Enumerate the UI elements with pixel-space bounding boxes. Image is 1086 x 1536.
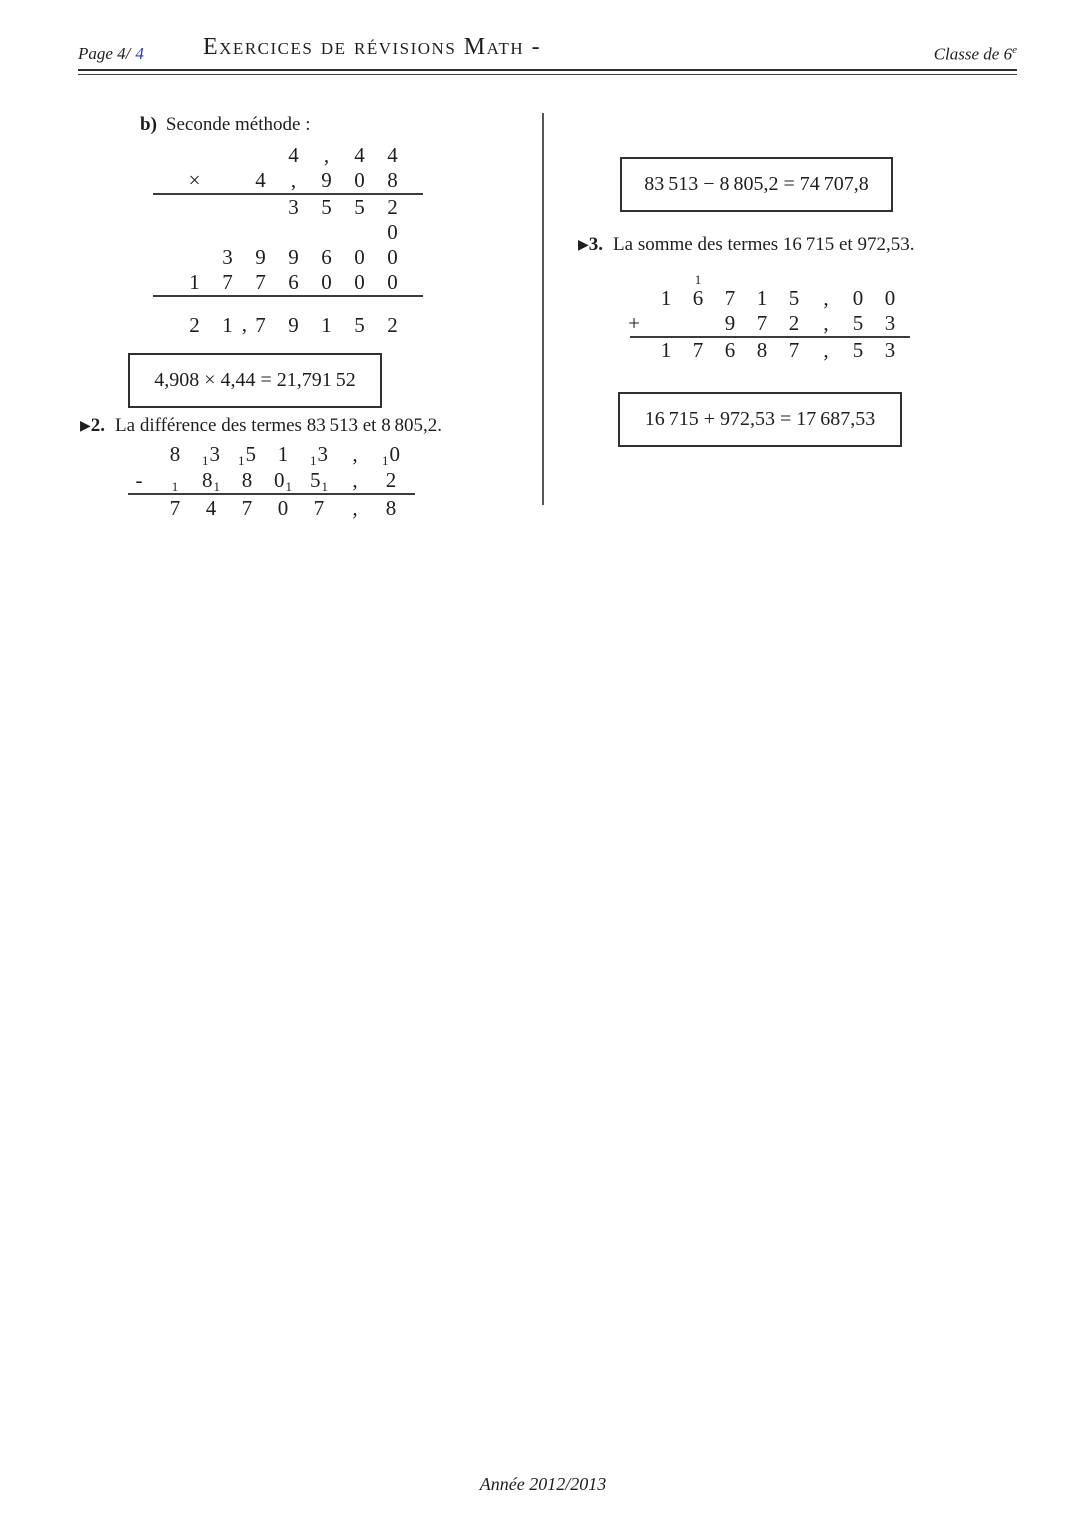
grid-cell (211, 168, 244, 193)
grid-cell: 9 (255, 245, 266, 269)
grid-cell: 5 (852, 338, 864, 362)
subtraction-grid (121, 441, 409, 521)
grid-cell (746, 268, 778, 286)
grid-row (178, 313, 409, 338)
classe-label (934, 44, 1017, 65)
column-divider (542, 113, 544, 505)
subtraction-result-text: 83 513 − 8 805,2 = 74 707,8 (644, 173, 869, 195)
grid-row (121, 441, 409, 467)
grid-row (618, 268, 906, 286)
grid-cell (842, 268, 874, 286)
grid-cell (178, 195, 211, 220)
grid-cell: + (628, 311, 640, 335)
grid-cell: 9 (321, 168, 332, 192)
classe-text: Classe de 6 (933, 44, 1013, 64)
grid-row (618, 311, 906, 336)
grid-cell: 8 (385, 496, 397, 520)
grid-cell: 8 (387, 168, 398, 192)
grid-cell (178, 220, 211, 245)
grid-cell (874, 268, 906, 286)
footer-year: Année 2012/2013 (479, 1474, 607, 1494)
triangle-bullet-icon: ▶ (578, 237, 589, 253)
grid-row (178, 168, 409, 193)
grid-cell: 5 (852, 311, 864, 335)
grid-cell: 4 (255, 168, 266, 192)
grid-row (121, 467, 409, 493)
item-b-label: b) (140, 114, 157, 135)
page-label: Page 4/ (78, 44, 131, 63)
grid-cell (618, 338, 650, 363)
grid-cell (121, 441, 157, 467)
grid-cell: , (352, 442, 358, 466)
grid-cell: 0 (387, 245, 398, 269)
grid-cell (121, 495, 157, 521)
grid-cell (343, 220, 376, 245)
grid-cell: 7 (724, 286, 736, 310)
grid-cell: 4 (387, 143, 398, 167)
grid-cell: 1 (277, 442, 289, 466)
grid-cell: - (135, 468, 143, 492)
header-rule-thick (78, 69, 1017, 71)
grid-cell (178, 245, 211, 270)
grid-cell: 9 (724, 311, 736, 335)
grid-cell: 1 (756, 286, 768, 310)
grid-cell (244, 195, 277, 220)
grid-cell: $5_1$ (310, 468, 328, 494)
grid-row (618, 338, 906, 363)
grid-cell (244, 220, 277, 245)
grid-cell (178, 143, 211, 168)
grid-cell: , (823, 286, 829, 310)
grid-cell: 0 (387, 270, 398, 294)
grid-row (121, 495, 409, 521)
grid-cell: 4 (288, 143, 299, 167)
grid-cell: , (823, 311, 829, 335)
grid-cell: , (352, 468, 358, 492)
grid-cell: , (323, 143, 330, 167)
grid-cell: , (290, 168, 297, 192)
triangle-bullet-icon: ▶ (80, 418, 91, 434)
subtraction-result-box (620, 157, 893, 212)
grid-cell (618, 268, 650, 286)
grid-cell: $_1$3 (202, 442, 220, 468)
grid-cell (650, 268, 682, 286)
mult-result-text: 4,908 × 4,44 = 21,791 52 (154, 369, 356, 391)
grid-cell: 2 (385, 468, 397, 492)
grid-cell (211, 143, 244, 168)
grid-cell (618, 286, 650, 311)
grid-row (178, 143, 409, 168)
grid-cell: 7 (255, 270, 266, 294)
page-indicator (78, 44, 144, 64)
grid-cell: 8 (241, 468, 253, 492)
exercise-2-heading (80, 413, 442, 439)
grid-cell: 7 (313, 496, 325, 520)
grid-cell: 8 (756, 338, 768, 362)
grid-cell: 3 (288, 195, 299, 219)
grid-cell: 4 (354, 143, 365, 167)
grid-cell: 0 (387, 220, 398, 244)
grid-cell: 7 (169, 496, 181, 520)
grid-cell: 0 (277, 496, 289, 520)
grid-row (178, 270, 409, 295)
grid-cell: 9 (288, 245, 299, 269)
grid-cell: , (352, 496, 358, 520)
grid-cell: 7 (692, 338, 704, 362)
addition-result-box (618, 392, 902, 447)
grid-cell: 4 (205, 496, 217, 520)
mult-result-box (128, 353, 382, 408)
grid-cell (211, 195, 244, 220)
grid-cell: 1 (660, 286, 672, 310)
grid-cell: 1 (189, 270, 200, 294)
grid-cell: 5 (354, 313, 365, 337)
grid-cell: 3 (222, 245, 233, 269)
grid-row (178, 195, 409, 220)
exercise-3-text: La somme des termes 16 715 et 972,53. (613, 234, 915, 255)
item-b-text: Seconde méthode : (165, 114, 311, 135)
grid-row (178, 220, 409, 245)
page-number-link[interactable]: 4 (135, 44, 144, 63)
grid-cell (277, 220, 310, 245)
item-b-heading (140, 112, 310, 137)
addition-grid (618, 268, 906, 363)
grid-cell (778, 268, 810, 286)
grid-cell: 0 (852, 286, 864, 310)
document-title: Exercices de révisions Math - (203, 34, 542, 60)
grid-cell: 6 (692, 286, 704, 310)
grid-cell: × (188, 168, 201, 192)
exercise-3-heading (578, 232, 914, 258)
grid-cell: 7 (756, 311, 768, 335)
grid-row (178, 245, 409, 270)
grid-cell: $8_1$ (202, 468, 220, 494)
grid-row (618, 286, 906, 311)
grid-cell (211, 220, 244, 245)
grid-cell: 5 (788, 286, 800, 310)
grid-cell: 0 (884, 286, 896, 310)
grid-cell: 2 (788, 311, 800, 335)
grid-cell: 5 (321, 195, 332, 219)
grid-cell: 7 (255, 313, 266, 337)
grid-cell (310, 220, 343, 245)
grid-cell: $_1$0 (382, 442, 400, 468)
grid-cell (650, 311, 682, 336)
grid-cell: 7 (222, 270, 233, 294)
grid-cell: 6 (321, 245, 332, 269)
grid-cell: $_1$3 (310, 442, 328, 468)
exercise-2-text: La différence des termes 83 513 et 8 805,2. (115, 415, 443, 436)
exercise-2-number: 2. (90, 415, 106, 436)
grid-cell: 1 (660, 338, 672, 362)
grid-cell: 3 (884, 311, 896, 335)
grid-cell: 3 (884, 338, 896, 362)
multiplication-grid (178, 143, 409, 338)
grid-cell: 0 (354, 245, 365, 269)
grid-cell: 1 , (222, 312, 247, 337)
grid-cell (714, 268, 746, 286)
grid-cell: 9 (288, 313, 299, 337)
grid-cell: 1 (694, 272, 702, 287)
grid-cell: 7 (788, 338, 800, 362)
grid-cell: 0 (321, 270, 332, 294)
grid-cell: 6 (288, 270, 299, 294)
grid-cell: 7 (241, 496, 253, 520)
grid-cell: 0 (354, 270, 365, 294)
grid-cell: 1 (321, 313, 332, 337)
grid-cell: 5 (354, 195, 365, 219)
grid-cell: $0_1$ (274, 468, 292, 494)
grid-rule (153, 295, 423, 297)
classe-superscript: e (1012, 44, 1017, 56)
grid-cell: 2 (387, 195, 398, 219)
header-rule-thin (78, 74, 1017, 75)
grid-cell (244, 143, 277, 168)
grid-cell: 2 (189, 313, 200, 337)
grid-cell: 0 (354, 168, 365, 192)
grid-cell: 6 (724, 338, 736, 362)
grid-cell: $_1$5 (238, 442, 256, 468)
grid-cell (810, 268, 842, 286)
grid-cell: 2 (387, 313, 398, 337)
exercise-3-number: 3. (588, 234, 604, 255)
addition-result-text: 16 715 + 972,53 = 17 687,53 (644, 408, 876, 430)
grid-cell (682, 311, 714, 336)
grid-cell: , (823, 338, 829, 362)
grid-cell: 8 (169, 442, 181, 466)
grid-cell: 1 (171, 479, 179, 494)
